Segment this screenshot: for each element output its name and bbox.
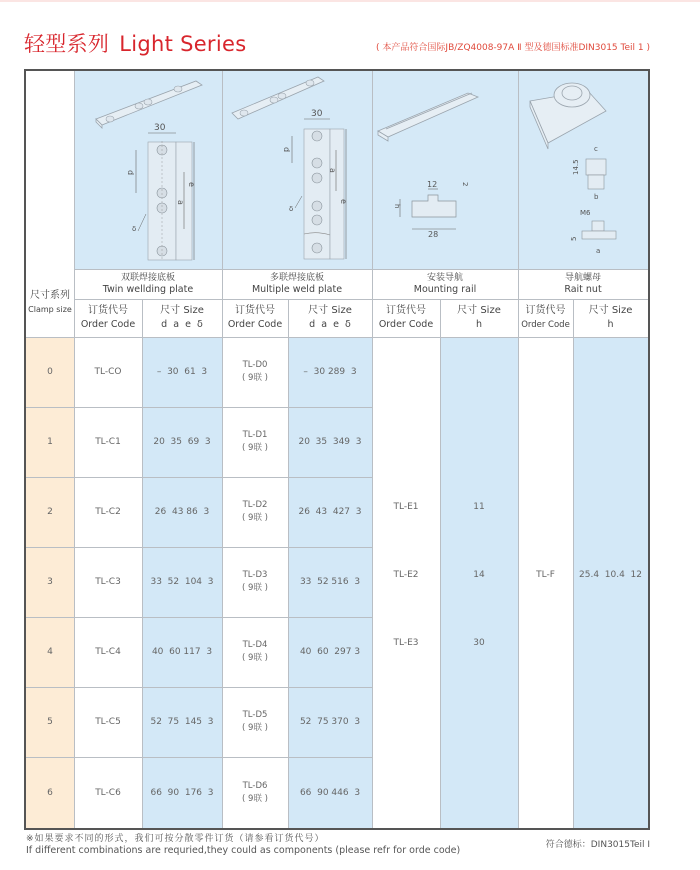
twin-order-code: TL-C1	[95, 437, 121, 447]
subheader-order-code	[518, 299, 573, 337]
rail-nut-image	[518, 71, 648, 269]
multi-code: TL-D5	[242, 710, 268, 720]
svg-text:d: d	[282, 147, 291, 153]
group-en: Rait nut	[564, 284, 602, 295]
twin-order-code: TL-C6	[95, 787, 121, 798]
rail-size-h: 14	[473, 570, 485, 580]
rail-size-h: 11	[473, 502, 485, 512]
clamp-size-cell: 2	[47, 507, 53, 517]
twin-weld-plate-image	[74, 71, 222, 269]
svg-text:d: d	[126, 170, 135, 176]
group-header-rail	[372, 269, 518, 299]
multi-note: ( 9联 )	[242, 373, 268, 383]
rail-size-h: 30	[473, 638, 485, 648]
group-header-twin	[74, 269, 222, 299]
rail-nut-drawing-icon	[518, 71, 648, 269]
svg-text:a: a	[328, 168, 337, 173]
multi-order-code	[222, 617, 288, 687]
group-cn: 安装导航	[426, 273, 463, 283]
group-en: Twin wellding plate	[102, 284, 194, 295]
title-en: Light Series	[119, 32, 247, 56]
page-title	[24, 28, 246, 58]
order-code-cn: 订货代号	[386, 305, 426, 316]
svg-text:e: e	[187, 182, 196, 187]
size-en: d a e δ	[309, 319, 351, 330]
svg-text:30: 30	[154, 123, 166, 133]
clamp-size-cell: 4	[47, 647, 53, 657]
clamp-size-cell: 0	[47, 367, 53, 377]
rail-order-code: TL-E3	[393, 638, 419, 648]
twin-dims: 40 60 117 3	[151, 647, 213, 657]
nut-order-code: TL-F	[536, 570, 555, 580]
subheader-size	[288, 299, 372, 337]
order-code-en: Order Code	[227, 319, 283, 330]
twin-order-code: TL-C3	[95, 577, 121, 587]
multi-dims: 33 52 516 3	[299, 577, 361, 587]
footer-note-en: If different combinations are requried,they could as components (please refr for orde code)	[26, 845, 461, 856]
rail-order-code: TL-E2	[393, 570, 419, 580]
size-cn: 尺寸 Size	[308, 305, 352, 316]
svg-text:2: 2	[461, 182, 469, 187]
clamp-size-header-cn: 尺寸系列	[30, 290, 70, 301]
grid-line	[26, 547, 372, 548]
multi-order-code	[222, 757, 288, 828]
multi-order-code	[222, 337, 288, 407]
multiple-weld-plate-image	[222, 71, 372, 269]
twin-dims: 52 75 145 3	[150, 717, 214, 727]
twin-order-code: TL-C4	[95, 647, 121, 657]
twin-dims: 26 43 86 3	[154, 507, 210, 517]
group-cn: 导航螺母	[564, 273, 601, 283]
multi-code: TL-D1	[242, 430, 268, 440]
size-cn: 尺寸 Size	[160, 305, 204, 316]
subheader-size	[440, 299, 518, 337]
multi-note: ( 9联 )	[242, 513, 268, 523]
multi-dims: 52 75 370 3	[299, 717, 361, 727]
subheader-size	[573, 299, 648, 337]
multi-note: ( 9联 )	[242, 443, 268, 453]
grid-line	[74, 269, 648, 270]
multiple-weld-plate-drawing-icon	[222, 71, 372, 269]
twin-dims: 66 90 176 3	[150, 787, 214, 798]
clamp-size-cell: 3	[47, 577, 53, 587]
grid-line	[222, 71, 223, 828]
clamp-size-header-en: Clamp size	[28, 305, 72, 314]
svg-text:a: a	[596, 247, 601, 255]
multi-order-code	[222, 477, 288, 547]
grid-line	[26, 687, 372, 688]
svg-text:b: b	[594, 193, 599, 201]
multi-order-code	[222, 407, 288, 477]
order-code-cn: 订货代号	[235, 305, 275, 316]
twin-order-code: TL-C5	[95, 717, 121, 727]
svg-text:c: c	[594, 145, 598, 153]
multi-note: ( 9联 )	[242, 653, 268, 663]
svg-text:5: 5	[570, 236, 578, 241]
grid-line	[288, 299, 289, 828]
twin-order-code: TL-C2	[95, 507, 121, 517]
order-code-cn: 订货代号	[88, 305, 128, 316]
clamp-size-cell: 1	[47, 437, 53, 447]
multi-code: TL-D6	[242, 780, 268, 791]
svg-text:δ: δ	[289, 205, 294, 213]
subheader-order-code	[372, 299, 440, 337]
twin-order-code: TL-CO	[94, 367, 122, 377]
multi-dims: – 30 289 3	[303, 367, 357, 377]
grid-line	[26, 617, 372, 618]
group-en: Multiple weld plate	[251, 284, 343, 295]
group-en: Mounting rail	[413, 284, 477, 295]
footer-note-cn: ※如果要求不同的形式，我们可按分散零件订货（请参看订货代号）	[26, 834, 325, 844]
grid-line	[74, 299, 648, 300]
top-accent-line	[0, 0, 700, 2]
clamp-size-cell: 5	[47, 717, 53, 727]
twin-weld-plate-drawing-icon	[74, 71, 222, 269]
size-en: h	[475, 319, 483, 330]
subheader-order-code	[222, 299, 288, 337]
svg-text:e: e	[339, 199, 348, 204]
subheader-size	[142, 299, 222, 337]
multi-dims: 66 90 446 3	[299, 787, 361, 798]
mounting-rail-drawing-icon	[372, 71, 518, 269]
grid-line	[440, 299, 441, 828]
size-cn: 尺寸 Size	[588, 305, 633, 316]
svg-text:28: 28	[428, 230, 439, 239]
grid-line	[26, 407, 372, 408]
group-header-multiple	[222, 269, 372, 299]
grid-line	[142, 299, 143, 828]
svg-text:h: h	[393, 204, 401, 209]
order-code-en: Order Code	[521, 320, 570, 330]
multi-order-code	[222, 687, 288, 757]
grid-line	[573, 299, 574, 828]
twin-dims: 20 35 69 3	[153, 437, 211, 447]
rail-order-code: TL-E1	[393, 502, 419, 512]
multi-code: TL-D2	[242, 500, 268, 510]
multi-code: TL-D4	[242, 640, 268, 650]
group-header-nut	[518, 269, 648, 299]
multi-code: TL-D3	[242, 570, 268, 580]
multi-dims: 20 35 349 3	[298, 437, 362, 447]
multi-code: TL-D0	[242, 360, 268, 370]
svg-text:δ: δ	[132, 225, 137, 233]
svg-text:a: a	[176, 200, 185, 205]
svg-text:M6: M6	[580, 209, 591, 217]
group-cn: 多联焊接底板	[269, 273, 324, 283]
multi-dims: 26 43 427 3	[298, 507, 362, 517]
size-en: h	[607, 319, 614, 330]
svg-text:14.5: 14.5	[572, 159, 580, 175]
certification-note: 符合德标：DIN3015Teil Ⅰ	[545, 840, 650, 850]
mounting-rail-image	[372, 71, 518, 269]
order-code-cn: 订货代号	[525, 305, 566, 316]
size-cn: 尺寸 Size	[457, 305, 501, 316]
multi-order-code	[222, 547, 288, 617]
group-cn: 双联焊接底板	[120, 273, 175, 283]
size-en: d a e δ	[161, 319, 203, 330]
clamp-size-cell: 6	[47, 787, 53, 798]
svg-text:30: 30	[311, 109, 323, 119]
grid-line	[26, 757, 372, 758]
clamp-size-header	[26, 269, 74, 337]
twin-dims: – 30 61 3	[156, 367, 208, 377]
title-cn: 轻型系列	[24, 32, 110, 56]
product-table	[24, 69, 650, 830]
subheader-order-code	[74, 299, 142, 337]
multi-note: ( 9联 )	[242, 793, 268, 804]
svg-text:12: 12	[427, 180, 438, 189]
standard-note: ( 本产品符合国际JB/ZQ4008-97A Ⅱ 型及德国标准DIN3015 Teil 1 )	[376, 43, 650, 53]
grid-line	[372, 71, 373, 828]
multi-note: ( 9联 )	[242, 723, 268, 733]
multi-dims: 40 60 297 3	[299, 647, 361, 657]
multi-note: ( 9联 )	[242, 583, 268, 593]
grid-line	[518, 71, 519, 828]
grid-line	[26, 477, 372, 478]
twin-dims: 33 52 104 3	[150, 577, 214, 587]
order-code-en: Order Code	[80, 319, 136, 330]
nut-dims: 25.4 10.4 12	[579, 570, 642, 580]
order-code-en: Order Code	[378, 319, 434, 330]
grid-line	[26, 337, 648, 338]
grid-line	[74, 71, 75, 828]
